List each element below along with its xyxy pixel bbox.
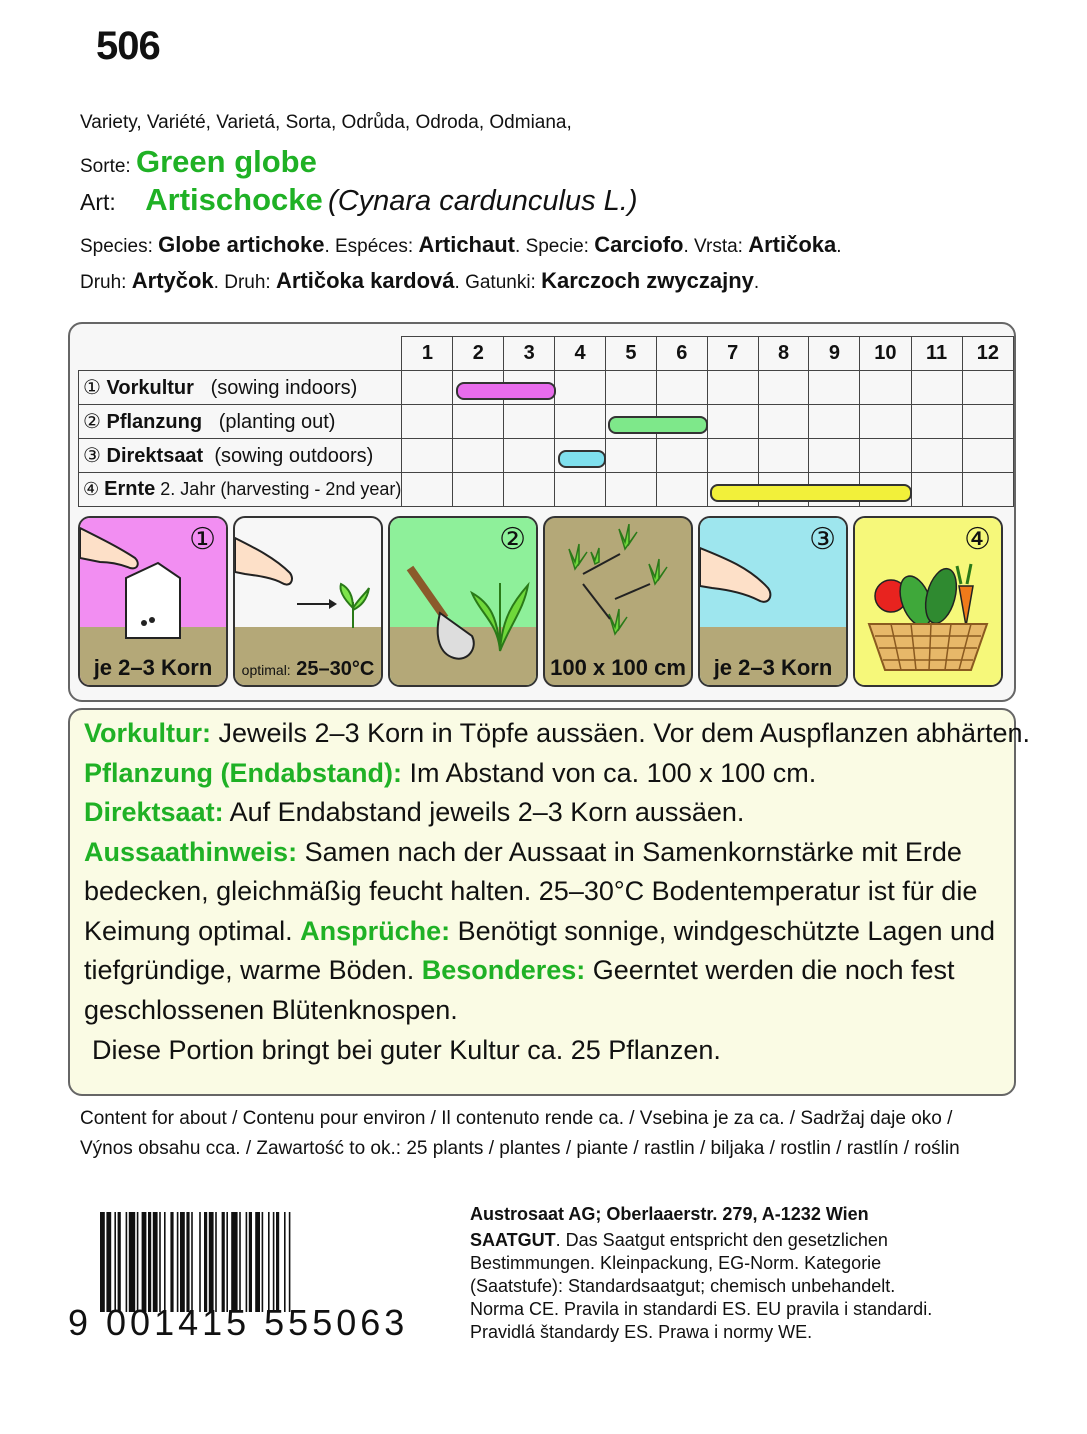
barcode-bar xyxy=(180,1212,185,1312)
pictogram-planting-out xyxy=(388,516,538,687)
sorte-value: Green globe xyxy=(135,144,317,179)
species-value: Artičoka kardová xyxy=(275,268,455,293)
barcode-bar xyxy=(276,1212,279,1312)
barcode-bar xyxy=(226,1212,228,1312)
barcode-bar xyxy=(129,1212,135,1312)
month-header: 12 xyxy=(962,337,1013,371)
art-label: Art: xyxy=(80,189,116,215)
art-row xyxy=(80,182,638,218)
instr-label: Direktsaat: xyxy=(84,797,224,827)
barcode-bar xyxy=(114,1212,116,1312)
barcode-bar xyxy=(170,1212,173,1312)
instr-text: geschlossenen Blütenknospen. xyxy=(84,995,458,1025)
instr-text: Benötigt sonnige, windgeschützte Lagen und xyxy=(450,916,996,946)
instr-label: Vorkultur: xyxy=(84,718,211,748)
species-label: Druh: xyxy=(224,272,271,293)
arrow-icon xyxy=(297,598,337,610)
plant-icon xyxy=(470,573,530,653)
instr-text: Im Abstand von ca. 100 x 100 cm. xyxy=(401,758,817,788)
pictogram-caption-wrap: optimal: 25–30°C xyxy=(241,658,375,680)
vegetable-basket-icon xyxy=(861,546,995,676)
legal-line-1: SAATGUT. Das Saatgut entspricht den gesetzlichen xyxy=(470,1230,888,1250)
barcode-bar xyxy=(262,1212,264,1312)
month-header: 3 xyxy=(504,337,555,371)
spacing-plants-icon xyxy=(555,524,685,644)
pictogram-caption: je 2–3 Korn xyxy=(93,655,213,680)
trowel-icon xyxy=(400,558,480,668)
instr-text: bedecken, gleichmäßig feucht halten. 25–30°C Bodentemperatur ist für die xyxy=(84,876,978,906)
barcode-bar xyxy=(239,1212,241,1312)
pictogram-temperature xyxy=(233,516,383,687)
species-label: Specie: xyxy=(525,236,589,257)
month-header: 1 xyxy=(402,337,453,371)
pictogram-number: ③ xyxy=(809,523,836,556)
row-label: ④ Ernte 2. Jahr (harvesting - 2nd year) xyxy=(79,473,402,507)
barcode-bar xyxy=(100,1212,105,1312)
barcode-bar xyxy=(204,1212,207,1312)
calendar-row xyxy=(79,405,1014,439)
barcode-bar xyxy=(137,1212,139,1312)
barcode-bar xyxy=(246,1212,248,1312)
barcode-bar xyxy=(177,1212,179,1312)
calendar-header xyxy=(79,337,1014,371)
species-value: Artyčok xyxy=(131,268,214,293)
product-number: 506 xyxy=(96,24,160,68)
barcode-bar xyxy=(148,1212,151,1312)
barcode-bar xyxy=(255,1212,260,1312)
species-label: Espéces: xyxy=(335,236,414,257)
content-line-2: Výnos obsahu cca. / Zawartość to ok.: 25 plants / plantes / piante / rastlin / biljaka / rostlin / rastlín / roślin xyxy=(80,1138,960,1159)
hand-icon xyxy=(235,528,305,598)
month-header: 11 xyxy=(911,337,962,371)
pictogram-number: ② xyxy=(499,523,526,556)
barcode-bar xyxy=(289,1212,291,1312)
barcode xyxy=(100,1212,430,1312)
art-value: Artischocke xyxy=(145,182,323,217)
species-label: Druh: xyxy=(80,272,127,293)
species-row-2: Druh: Artyčok. Druh: Artičoka kardová. Gatunki: Karczoch zwyczajny. xyxy=(80,268,760,293)
instr-text: Samen nach der Aussaat in Samenkornstärke mit Erde xyxy=(297,837,962,867)
barcode-bar xyxy=(118,1212,121,1312)
barcode-bar xyxy=(215,1212,217,1312)
legal-line-2: Bestimmungen. Kleinpackung, EG-Norm. Kategorie xyxy=(470,1253,882,1273)
month-header: 8 xyxy=(758,337,809,371)
barcode-bar xyxy=(164,1212,166,1312)
barcode-bar xyxy=(268,1212,270,1312)
barcode-bar xyxy=(249,1212,252,1312)
instr-text: Jeweils 2–3 Korn in Töpfe aussäen. Vor dem Auspflanzen abhärten. xyxy=(211,718,1031,748)
month-header: 7 xyxy=(707,337,758,371)
month-header: 9 xyxy=(809,337,860,371)
calendar-bar xyxy=(710,484,912,502)
barcode-bar xyxy=(231,1212,237,1312)
species-value: Carciofo xyxy=(594,232,684,257)
row-label: ③ Direktsaat (sowing outdoors) xyxy=(79,439,402,473)
month-header: 10 xyxy=(860,337,911,371)
pictogram-harvest xyxy=(853,516,1003,687)
ean-number: 9 001415 555063 xyxy=(68,1302,409,1343)
species-value: Globe artichoke xyxy=(158,232,325,257)
instr-text: Auf Endabstand jeweils 2–3 Korn aussäen. xyxy=(223,797,745,827)
instr-text: Keimung optimal. xyxy=(84,916,301,946)
barcode-bar xyxy=(159,1212,161,1312)
barcode-bar xyxy=(273,1212,275,1312)
barcode-bar xyxy=(199,1212,201,1312)
pictogram-sowing-outdoors xyxy=(698,516,848,687)
month-header: 4 xyxy=(555,337,606,371)
pictogram-number: ① xyxy=(189,523,216,556)
instr-label: Ansprüche: xyxy=(300,916,451,946)
calendar-bar xyxy=(456,382,556,400)
barcode-bar xyxy=(126,1212,128,1312)
art-latin: (Cynara cardunculus L.) xyxy=(328,185,638,217)
instr-text: Geerntet werden die noch fest xyxy=(585,955,955,985)
species-value: Artičoka xyxy=(748,232,837,257)
month-header: 6 xyxy=(656,337,707,371)
barcode-bar xyxy=(191,1212,193,1312)
species-label: Gatunki: xyxy=(465,272,536,293)
legal-line-3: (Saatstufe): Standardsaatgut; chemisch unbehandelt. xyxy=(470,1276,896,1296)
legal-line-5: Pravidlá štandardy ES. Prawa i normy WE. xyxy=(470,1322,813,1342)
species-label: Vrsta: xyxy=(694,236,743,257)
species-row-1: Species: Globe artichoke. Espéces: Artichaut. Specie: Carciofo. Vrsta: Artičoka. xyxy=(80,232,842,257)
instructions-panel xyxy=(68,708,1031,1096)
pictogram-caption: je 2–3 Korn xyxy=(713,655,833,680)
month-header: 2 xyxy=(453,337,504,371)
legal-line-4: Norma CE. Pravila in standardi ES. EU pravila i standardi. xyxy=(470,1299,933,1319)
variety-languages: Variety, Variété, Varietá, Sorta, Odrůda, Odroda, Odmiana, xyxy=(80,112,572,133)
pictogram-spacing xyxy=(543,516,693,687)
pictogram-caption: 100 x 100 cm xyxy=(550,655,686,680)
row-label: ① Vorkultur (sowing indoors) xyxy=(79,371,402,405)
calendar-bar xyxy=(608,416,708,434)
barcode-bar xyxy=(209,1212,214,1312)
month-header: 5 xyxy=(605,337,656,371)
barcode-bar xyxy=(153,1212,158,1312)
species-value: Artichaut xyxy=(418,232,515,257)
sowing-calendar-panel xyxy=(68,322,1016,702)
instr-text: tiefgründige, warme Böden. xyxy=(84,955,422,985)
pictogram-sowing-indoors xyxy=(78,516,228,687)
species-label: Species: xyxy=(80,236,153,257)
barcode-bar xyxy=(142,1212,147,1312)
calendar-row xyxy=(79,439,1014,473)
seedling-icon xyxy=(335,580,371,630)
barcode-bar xyxy=(106,1212,111,1312)
calendar-bar xyxy=(558,450,607,468)
content-line-1: Content for about / Contenu pour environ / Il contenuto rende ca. / Vsebina je za ca. / Sadržaj daje oko / xyxy=(80,1108,953,1129)
barcode-bar xyxy=(284,1212,286,1312)
hand-icon xyxy=(700,538,790,618)
barcode-bar xyxy=(186,1212,189,1312)
sorte-row xyxy=(80,144,317,180)
instr-label: Aussaathinweis: xyxy=(84,837,298,867)
pictogram-number: ④ xyxy=(964,523,991,556)
instr-text: Diese Portion bringt bei guter Kultur ca. 25 Pflanzen. xyxy=(92,1035,721,1065)
company-address: Austrosaat AG; Oberlaaerstr. 279, A-1232 Wien xyxy=(470,1204,869,1224)
hand-icon xyxy=(80,518,150,578)
instr-label: Pflanzung (Endabstand): xyxy=(84,758,402,788)
species-value: Karczoch zwyczajny xyxy=(541,268,754,293)
barcode-bar xyxy=(222,1212,225,1312)
instr-label: Besonderes: xyxy=(421,955,586,985)
row-label: ② Pflanzung (planting out) xyxy=(79,405,402,439)
sowing-calendar xyxy=(78,336,1014,507)
sorte-label: Sorte: xyxy=(80,156,131,177)
